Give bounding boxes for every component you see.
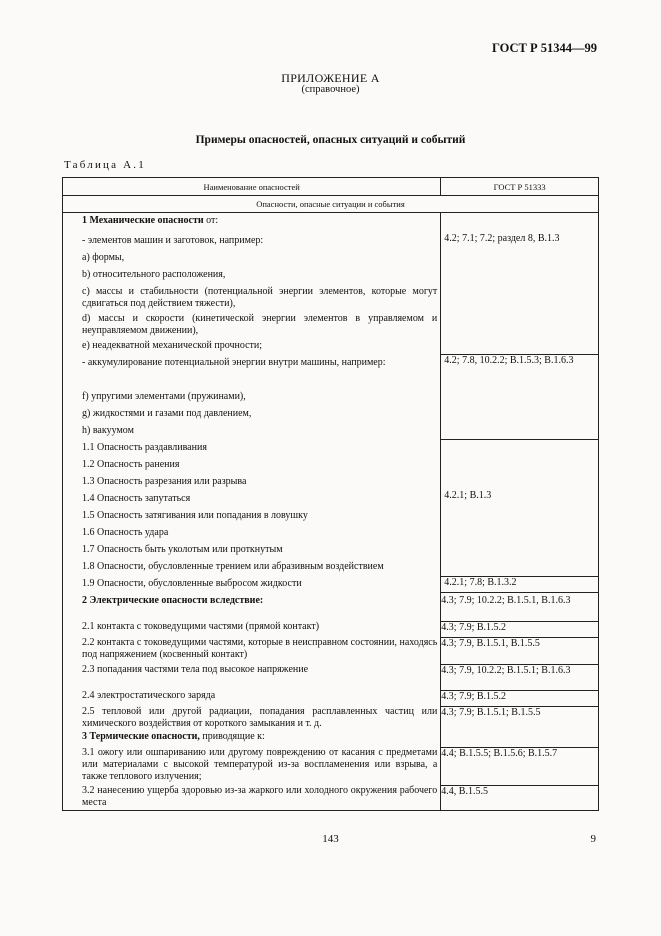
appendix-note: (справочное) (301, 84, 360, 95)
hazard-item: f) упругими элементами (пружинами), (82, 391, 246, 402)
document-title: Примеры опасностей, опасных ситуаций и событий (195, 134, 466, 146)
table-subheader: Опасности, опасные ситуации и события (63, 196, 599, 213)
hazard-item: 3.2 нанесению ущерба здоровью из-за жаркого или холодного окружения рабочего места (82, 785, 438, 808)
section-1-cell (63, 213, 441, 596)
hazard-item: 1.3 Опасность разрезания или разрыва (82, 476, 247, 487)
reference: 4.3; 7.9; 10.2.2; В.1.5.1, В.1.6.3 (441, 595, 599, 621)
hazard-item: 2.2 контакта с токоведущими частями, которые в неисправном состоянии, находясь под напряжением (косвенный контакт) (82, 637, 438, 660)
hazard-item: e) неадекватной механической прочности; (82, 340, 263, 351)
table-row (63, 747, 599, 785)
hazard-item: 1.1 Опасность раздавливания (82, 442, 207, 453)
reference: 4.2; 7.1; 7.2; раздел 8, В.1.3 (444, 233, 560, 244)
hazard-item: 1.2 Опасность ранения (82, 459, 180, 470)
column-header-name: Наименование опасностей (63, 178, 441, 196)
table-row (63, 664, 599, 690)
hazard-item: 1.7 Опасность быть уколотым или проткнутым (82, 544, 283, 555)
section-title: 3 Термические опасности, приводящие к: (82, 731, 265, 742)
reference: 4.2; 7.8, 10.2.2; В.1.5.3; В.1.6.3 (441, 354, 598, 388)
table-row (63, 595, 599, 621)
table-row (63, 637, 599, 664)
hazard-item: 1.6 Опасность удара (82, 527, 169, 538)
hazard-item: 2.4 электростатического заряда (82, 690, 216, 701)
table-header-row (63, 178, 599, 196)
hazard-item: 2.3 попадания частями тела под высокое напряжение (82, 664, 309, 675)
reference: 4.3; 7.9, 10.2.2; В.1.5.1; В.1.6.3 (441, 664, 599, 690)
table-caption: Таблица А.1 (64, 159, 146, 171)
reference: 4.2.1; В.1.3 (444, 490, 492, 501)
hazard-item: - элементов машин и заготовок, например: (82, 235, 264, 246)
hazards-table (62, 177, 599, 811)
table-row (63, 731, 599, 747)
table-row (63, 621, 599, 637)
hazard-item: 1.5 Опасность затягивания или попадания в ловушку (82, 510, 308, 521)
hazard-item: 2.5 тепловой или другой радиации, попадания расплавленных частиц или химического воздействия от короткого замыкания и т. д. (82, 706, 438, 729)
table-subheader-row (63, 196, 599, 213)
table-row (63, 213, 599, 596)
hazard-item: 1.9 Опасности, обусловленные выбросом жидкости (82, 578, 302, 589)
hazard-item: 1.8 Опасности, обусловленные трением или абразивным воздействием (82, 561, 384, 572)
reference: 4.3; 7.9; В.1.5.1; В.1.5.5 (441, 706, 599, 731)
section-title: 2 Электрические опасности вследствие: (82, 595, 264, 606)
page-number: 143 (322, 833, 339, 845)
standard-code: ГОСТ Р 51344—99 (491, 41, 597, 55)
reference: 4.2.1; 7.8; В.1.3.2 (441, 576, 598, 593)
hazard-item: h) вакуумом (82, 425, 134, 436)
section-title: 1 Механические опасности от: (82, 215, 219, 226)
hazard-item: g) жидкостями и газами под давлением, (82, 408, 252, 419)
reference: 4.3; 7.9; В.1.5.2 (441, 621, 599, 637)
table-row (63, 706, 599, 731)
hazard-item: - аккумулирование потенциальной энергии внутри машины, например: (82, 357, 386, 368)
section-1-refs (441, 213, 599, 596)
reference-block (441, 439, 598, 576)
section-2-title-cell (63, 595, 441, 621)
hazard-item: d) массы и скорости (кинетической энергии элементов в управляемом и неуправляемом движении), (82, 313, 438, 336)
reference: 4.4, В.1.5.5 (441, 785, 599, 811)
reference: 4.3; 7.9; В.1.5.2 (441, 690, 599, 706)
hazard-item: 3.1 ожогу или ошпариванию или другому повреждению от касания с предметами или материалами с высокой температурой из-за воспламенения или взрыва, а также теплового излучения; (82, 747, 438, 782)
hazard-item: a) формы, (82, 252, 125, 263)
hazard-item: 1.4 Опасность запутаться (82, 493, 191, 504)
reference: 4.3; 7.9, В.1.5.1, В.1.5.5 (441, 637, 599, 664)
hazard-item: 2.1 контакта с токоведущими частями (прямой контакт) (82, 621, 320, 632)
appendix-title: ПРИЛОЖЕНИЕ А (281, 71, 380, 85)
table-row (63, 785, 599, 811)
hazard-item: c) массы и стабильности (потенциальной энергии элементов, которые могут сдвигаться под действием тяжести), (82, 286, 438, 309)
column-header-ref: ГОСТ Р 51333 (441, 178, 599, 196)
hazard-item: b) относительного расположения, (82, 269, 226, 280)
reference: 4.4; В.1.5.5; В.1.5.6; В.1.5.7 (441, 747, 599, 785)
table-row (63, 690, 599, 706)
sheet-number: 9 (590, 833, 596, 845)
